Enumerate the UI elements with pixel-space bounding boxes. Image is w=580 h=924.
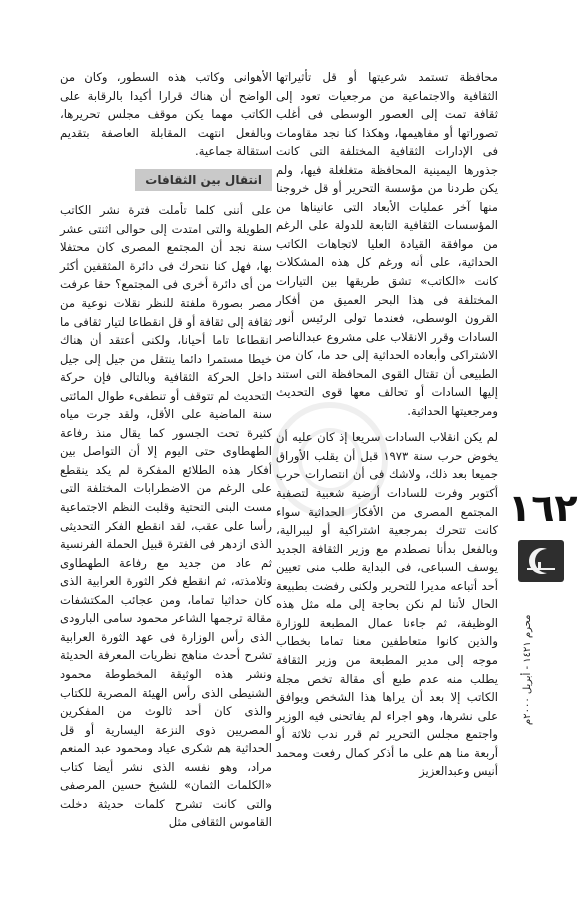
article-column-left — [60, 68, 272, 832]
section-heading — [60, 169, 272, 192]
left-intro-paragraph: الأهوانى وكاتب هذه السطور، وكان من الواضح أن هناك قرارا أكيدا بالرقابة على الكاتب مهما يكن موقف مجلس تحريرها، وبالفعل انتهت المقابلة العاصفة بتقديم استقالة جماعية. — [60, 70, 272, 159]
section-heading-text: انتقال بين الثقافات — [135, 169, 272, 192]
al-hilal-logo — [518, 540, 564, 582]
crescent-logo-icon — [521, 544, 561, 578]
left-body-paragraph: على أننى كلما تأملت فترة نشر الكاتب الطويلة والتى امتدت إلى حوالى اثنتى عشر سنة نجد أن المجتمع المصرى كان محتفلا بها، فهل كنا نتحرك فى دائرة المثقفين أكثر من أى دائرة أخرى فى المجتمع؟ حقا عرفت مصر بصورة ملفتة للنظر نقلات نوعية من ثقافة إلى ثقافة أو قل انقطاعا لتيار ثقافى ما انقطاعا تاما أحيانا، ولكنى أعتقد أن هناك خيطا مستمرا دائما ينتقل من جيل إلى جيل داخل الحركة الثقافية وبالتالى فإن حركة التحديث لم تتوقف أو تنطفىء طوال المائتى سنة الماضية على الأقل، ولقد جرت مياه كثيرة تحت الجسور كما يقال منذ رفاعة الطهطاوى حتى اليوم إلا أن التواصل بين أفكار هذه الطلائع المفكرة لم يكد ينقطع على الرغم من الاضطرابات المختلفة التى مست البنى التحتية وقلبت النظم الاجتماعية رأسا على عقب، لقد انقطع الفكر التحديثى الذى ازدهر فى الفترة قبيل الحملة الفرنسية ثم عاد من جديد مع رفاعة الطهطاوى وتلامذته، ثم انقطع فكر الثورة العرابية الذى كان حداثيا تماما، ومن عجائب المكتشفات مقالة ترجمها الشاعر محمود سامى البارودى الذى رأس الوزارة فى عهد الثورة العرابية تشرح أحدث مناهج نظريات المعرفة الحديثة ونشر هذه الوثيقة المخطوطة محمود الشنيطى الذى رأس الهيئة المصرية للكتاب والذى كان أحد ثالوث من المفكرين المصريين ذوى النزعة اليسارية أو قل الحداثية هم شكرى عياد ومحمود عبد المنعم مراد، وهو نفسه الذى نشر أيضا كتاب «الكلمات الثمان» للشيخ حسين المرصفى والتى كانت تشرح كلمات حديثة دخلت القاموس الثقافى مثل — [60, 203, 272, 830]
article-column-right — [276, 68, 498, 781]
issue-date: محرم ١٤٢١ - أبريل ٢٠٠٠م — [522, 614, 533, 726]
right-paragraph-1: محافظة تستمد شرعيتها أو قل تأثيراتها الثقافية والاجتماعية من مرجعيات تعود إلى ثقافة تمت إلى العصور الوسطى فى أغلب تصوراتها أو مفاهيمها، وهكذا كنا نجد مقاومات فى الإدارات الثقافية المختلفة التى كانت جذورها اليمينية المحافظة متغلغلة فيها، ولم يكن طردنا من مؤسسة التحرير أو قل خروجنا منها آخر عمليات الأبعاد التى عانيناها من المؤسسات الثقافية التابعة للدولة على الرغم من موافقة القيادة العليا لاتجاهات الكاتب الحداثية، على أنه ورغم كل هذه المشكلات كانت «الكاتب» تشق طريقها بين التيارات المختلفة فى هذا البحر العميق من أفكار القرون الوسطى، فعندما تولى الرئيس أنور السادات وقرر الانقلاب على مشروع عبدالناصر الاشتراكى وأبعاده الحداثية إلى حد ما، كان من الطبيعى أن تقتال القوى المحافظة التى استند إليها السادات أو تحالف معها قوى التحديث ومرجعيتها الحداثية. — [276, 70, 498, 418]
right-paragraph-2: لم يكن انقلاب السادات سريعا إذ كان عليه أن يخوض حرب سنة ١٩٧٣ قبل أن يقلب الأوراق جميعا بعد ذلك، ولاشك فى أن انتصارات حرب أكتوبر وفرت للسادات أرضية شعبية لتصفية المجتمع المصرى من الأفكار الحداثية سواء كانت تتحرك بمرجعية اشتراكية أو ليبرالية، وبالفعل بدأنا نصطدم مع وزير الثقافة الجديد يوسف السباعى، فى البداية طلب منى تعيين أحد أتباعه مديرا للتحرير ولكنى رفضت بطبيعة الحال لأننا لم نكن بحاجة إلى مله مثل هذه الوظيفة، ثم جاءنا عمال المطبعة للوزارة والذين كانوا متعاطفين معنا تماما بخطاب موجه إلى مدير المطبعة من وزير الثقافة يطلب منه عدم طبع أى مقالة تخص مجلة الكاتب إلا بعد أن يراها هذا الشخص ويوافق على نشرها، وهو اجراء لم يفاتحنى فيه الوزير واجتمع مجلس التحرير ثم قرر ندب ثلاثة أو أربعة منا هم على ما أذكر كمال رفعت ومحمد أنيس وعبدالعزيز — [276, 430, 498, 779]
page-number: ١٦٢ — [508, 486, 578, 530]
